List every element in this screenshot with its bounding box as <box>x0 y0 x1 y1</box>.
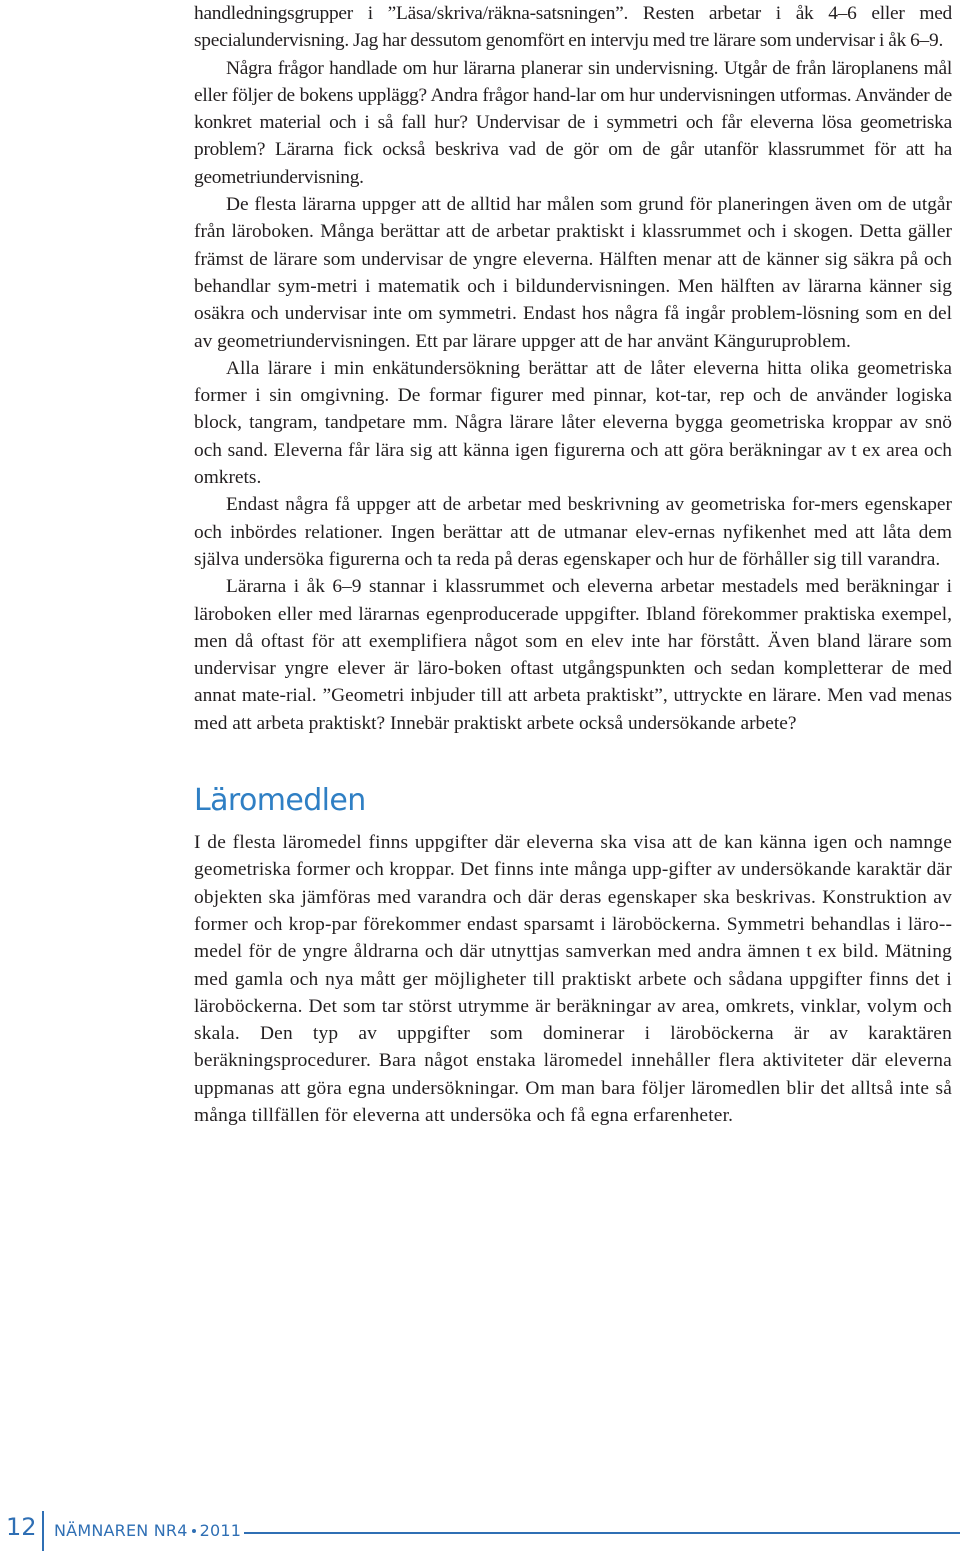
paragraph-survey-shapes: Alla lärare i min enkätundersökning berättar att de låter eleverna hitta olika geometriska former i sin omgivning. De formar figurer med pinnar, kot-tar, rep och de använder logiska block, tangram, tandpetare mm. Några lärare låter eleverna bygga geometriska kroppar av snö och sand. Eleverna får lära sig att känna igen figurerna och att göra beräkningar av t ex area och omkrets. <box>194 357 952 489</box>
footer-vertical-rule <box>42 1511 44 1551</box>
footer-horizontal-rule <box>244 1532 960 1534</box>
paragraph-interview-questions: Några frågor handlade om hur lärarna planerar sin undervisning. Utgår de från läroplanens mål eller följer de bokens upplägg? Andra frågor hand-lar om hur undervisningen utformas. Använder de konkret material och i så fall hur? Undervisar de i symmetri och får eleverna lösa geometriska problem? Lärarna fick också beskriva vad de gör om de går utanför klassrummet för att ha geometriundervisning. <box>194 57 952 188</box>
paragraph-teaching-materials: I de flesta läromedel finns uppgifter där eleverna ska visa att de kan känna igen och namnge geometriska former och kroppar. Det finns inte många upp-gifter av undersökande karaktär där objekten ska jämföras med varandra och där deras egenskaper ska beskrivas. Konstruktion av former och krop-par förekommer endast sparsamt i läroböckerna. Symmetri behandlas i läro-medel för de yngre åldrarna och där utnyttjas samverkan med andra ämnen t ex bild. Mätning med gamla och nya mått ger möjligheter till praktiskt arbete och sådana uppgifter finns det i läroböckerna. Det som tar störst utrymme är beräkningar av area, omkrets, vinklar, volym och skala. Den typ av uppgifter som dominerar i läroböckerna är av karaktären beräkningsprocedurer. Bara något enstaka läromedel innehåller flera aktiviteter där eleverna uppmanas att göra egna undersökningar. Om man bara följer läromedlen blir det alltså inte så många tillfällen för eleverna att undersöka och få egna erfarenheter. <box>194 832 952 1126</box>
section-heading-laromedlen: Läromedlen <box>194 783 366 819</box>
paragraph-intro-continued: handledningsgrupper i ”Läsa/skriva/räkna-satsningen”. Resten arbetar i åk 4–6 eller med specialundervisning. Jag har dessutom genomfört en intervju med tre lärare som undervisar i åk 6–9. <box>194 3 952 52</box>
paragraph-planning-results: De flesta lärarna uppger att de alltid har målen som grund för planeringen även om de utgår från läroboken. Många berättar att de arbetar praktiskt i klassrummet och i skogen. Detta gäller främst de lärare som undervisar de yngre eleverna. Hälften menar att de känner sig säkra på och behandlar sym-metri i matematik och i bildundervisningen. Men hälften av lärarna känner sig osäkra och undervisar inte om symmetri. Endast hos några få ingår problem-lösning som en del av geometriundervisningen. Ett par lärare uppger att de har använt Känguruproblem. <box>194 194 952 352</box>
separator-dot-icon <box>192 1529 196 1533</box>
magazine-issue-label <box>54 1521 241 1540</box>
magazine-name: NÄMNAREN NR <box>54 1521 178 1540</box>
page-footer <box>0 1511 960 1551</box>
paragraph-properties: Endast några få uppger att de arbetar med beskrivning av geometriska for-mers egenskaper och inbördes relationer. Ingen berättar att de utmanar elev-ernas nyfikenhet med att låta dem själva undersöka figurerna och ta reda på deras egenskaper och hur de förhåller sig till varandra. <box>194 494 952 570</box>
text-column <box>194 0 952 1129</box>
issue-number: 4 <box>177 1521 188 1540</box>
paragraph-grades-6-9: Lärarna i åk 6–9 stannar i klassrummet och eleverna arbetar mestadels med beräkningar i läroboken eller med lärarnas egenproducerade uppgifter. Ibland förekommer praktiska exempel, men då oftast för att exemplifiera något som en elev inte har förstått. Även bland lärare som undervisar yngre elever är läro-boken oftast utgångspunkten och sedan kompletterar de med annat mate-rial. ”Geometri inbjuder till att arbeta praktiskt”, uttryckte en lärare. Men vad menas med att arbeta praktiskt? Innebär praktiskt arbete också undersökande arbete? <box>194 576 952 734</box>
issue-year: 2011 <box>199 1521 242 1540</box>
page-number: 12 <box>6 1513 37 1541</box>
